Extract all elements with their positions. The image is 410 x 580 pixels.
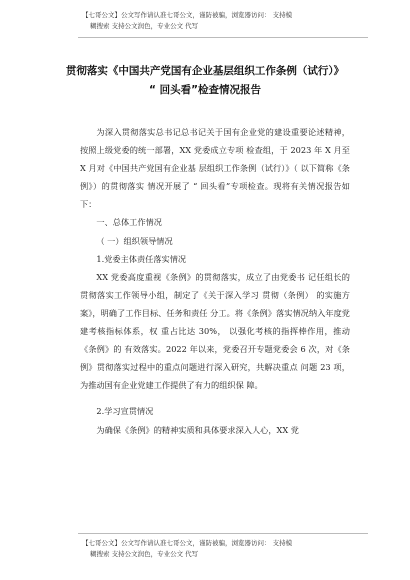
footer-divider bbox=[78, 533, 368, 534]
item-heading-2: 2.学习宣贯情况 bbox=[96, 406, 154, 417]
subsection-heading-1: （ 一）组织领导情况 bbox=[96, 235, 173, 246]
footer-line-2: 糊搜索 支持公文润色，专业公文 代写 bbox=[90, 550, 199, 558]
page-header bbox=[82, 10, 372, 32]
section-heading-1: 一、总体工作情况 bbox=[96, 217, 162, 228]
footer-line-1: 【七哥公文】公文写作请认准七哥公文，谨防被骗，浏览器访问： 支持模 bbox=[82, 539, 293, 547]
intro-paragraph: 为深入贯彻落实总书记总书记关于国有企业党的建设重要论述精神，按照上级党委的统一部署，XX 党委成立专项 检查组，于 2023 年 X 月至 X 月对《中国共产党国有企业基 层组织工作条例（试行）》（ 以下简称《条例》）的贯彻落实 情况开展了 “ 回头看”专项检查。现将有关情况报告如下： bbox=[80, 127, 350, 210]
paragraph-study: 为确保《条例》的精神实质和具体要求深入人心，XX 党 bbox=[96, 424, 299, 435]
title-line-1: 贯彻落实《中国共产党国有企业基层组织工作条例（试行）》 bbox=[65, 65, 345, 77]
document-body bbox=[80, 123, 350, 439]
page-footer bbox=[82, 538, 372, 560]
header-divider bbox=[78, 37, 368, 38]
document-title bbox=[50, 62, 360, 100]
title-line-2: “ 回头看”检查情况报告 bbox=[149, 84, 261, 96]
header-line-1: 【七哥公文】公文写作请认准七哥公文，谨防被骗，浏览器访问： 支持模 bbox=[82, 11, 293, 19]
header-line-2: 糊搜索 支持公文润色，专业公文 代写 bbox=[90, 22, 199, 30]
item-heading-1: 1.党委主体责任落实情况 bbox=[96, 253, 187, 264]
paragraph-responsibility: XX 党委高度重视《条例》的贯彻落实，成立了由党委书 记任组长的贯彻落实工作领导小组，制定了《关于深入学习 贯彻（条例） 的实施方案》，明确了工作目标、任务和责任 分工。将《条例》落实情况纳入年度党建考核指标体系，权 重占比达 30%， 以强化考核的指挥棒作用，推动《条例》的 有效落实。2022 年以来，党委召开专题党委会 6 次，对《条 例》贯彻落实过程中的重点问题进行深入研究，共解决重点 问题 23 项，为推动国有企业党建工作提供了有力的组织保 障。 bbox=[80, 271, 350, 391]
